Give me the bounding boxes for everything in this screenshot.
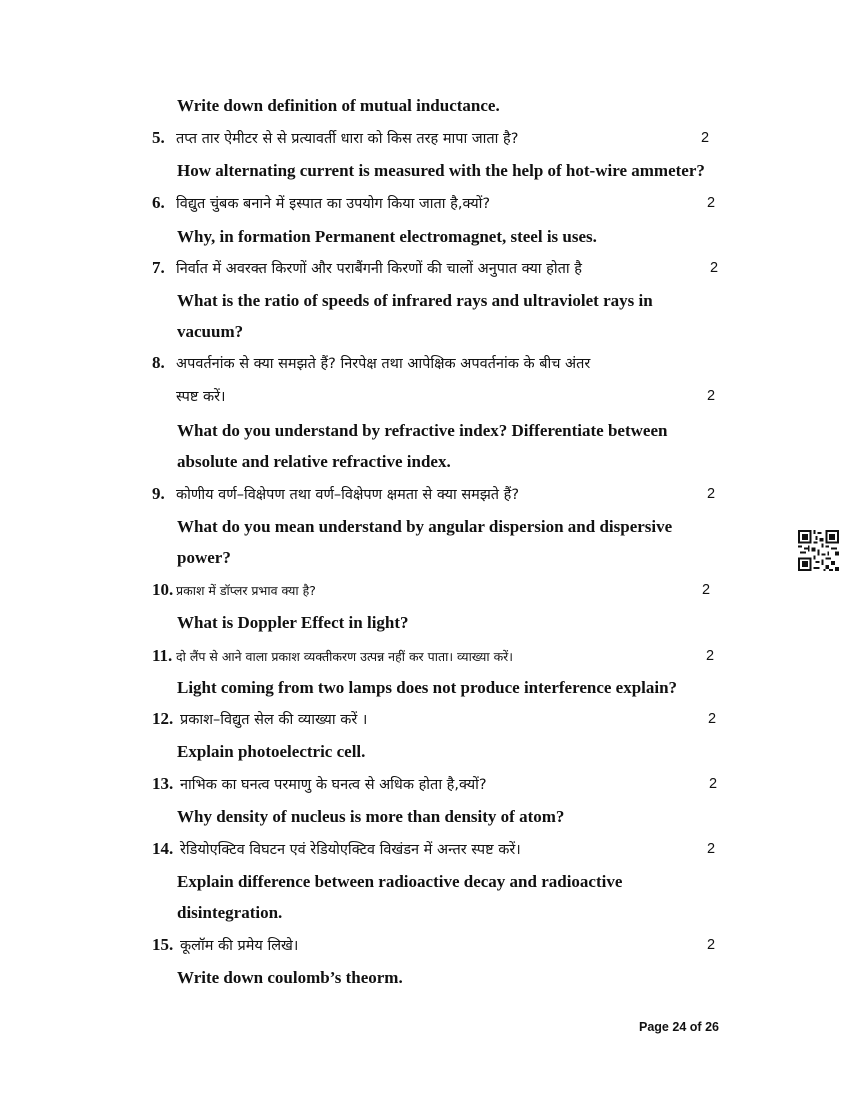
question-english-text: What do you understand by refractive index? Differentiate between [177, 421, 668, 440]
question-marks: 2 [707, 195, 716, 211]
question-english-text: Write down coulomb’s theorm. [177, 968, 403, 987]
question-english-text: Explain difference between radioactive decay and radioactive [177, 872, 623, 891]
question-english-text: What is the ratio of speeds of infrared rays and ultraviolet rays in [177, 291, 653, 310]
question-english-text: How alternating current is measured with the help of hot-wire ammeter? [177, 161, 705, 180]
question-hindi-text: प्रकाश में डॉप्लर प्रभाव क्या है? [176, 583, 316, 598]
question-number: 6. [152, 193, 165, 212]
question-english-text: disintegration. [177, 903, 283, 922]
question-number: 9. [152, 484, 165, 503]
question-english-text: Why density of nucleus is more than density of atom? [177, 807, 565, 826]
question-english-text: Why, in formation Permanent electromagnet, steel is uses. [177, 227, 597, 246]
question-marks: 2 [701, 130, 710, 146]
page-number: 24 [672, 1020, 687, 1034]
question-marks: 2 [709, 776, 718, 792]
question-hindi-text: प्रकाश–विद्युत सेल की व्याख्या करें । [180, 712, 368, 728]
question-number: 12. [152, 709, 174, 728]
question-hindi-text: दो लैंप से आने वाला प्रकाश व्यक्तीकरण उत्पन्न नहीं कर पाता। व्याख्या करें। [176, 649, 514, 664]
question-english-text: vacuum? [177, 322, 244, 341]
question-hindi-text: नाभिक का घनत्व परमाणु के घनत्व से अधिक होता है,क्यों? [180, 777, 487, 793]
page-of-label: of [689, 1020, 702, 1034]
question-marks: 2 [710, 260, 719, 276]
question-english-text: Explain photoelectric cell. [177, 742, 366, 761]
question-marks: 2 [707, 937, 716, 953]
question-hindi-text-continued: स्पष्ट करें। [176, 389, 226, 405]
question-hindi-text: अपवर्तनांक से क्या समझते हैं? निरपेक्ष तथा आपेक्षिक अपवर्तनांक के बीच अंतर [176, 356, 591, 372]
question-english-text: power? [177, 548, 231, 567]
question-english-text: What is Doppler Effect in light? [177, 613, 409, 632]
intro-english-line: Write down definition of mutual inductance. [177, 96, 500, 115]
question-number: 7. [152, 258, 165, 277]
question-english-text: What do you mean understand by angular dispersion and dispersive [177, 517, 673, 536]
question-hindi-text: कूलॉम की प्रमेय लिखे। [180, 938, 299, 954]
page-prefix: Page [639, 1020, 669, 1034]
question-number: 14. [152, 839, 174, 858]
question-number: 15. [152, 935, 174, 954]
question-number: 10. [152, 580, 174, 599]
question-marks: 2 [707, 388, 716, 404]
question-hindi-text: रेडियोएक्टिव विघटन एवं रेडियोएक्टिव विखंडन में अन्तर स्पष्ट करें। [180, 842, 521, 858]
page-footer [639, 1020, 719, 1034]
question-marks: 2 [707, 486, 716, 502]
question-marks: 2 [707, 841, 716, 857]
question-hindi-text: निर्वात में अवरक्त किरणों और पराबैंगनी किरणों की चालों अनुपात क्या होता है [176, 261, 582, 277]
question-marks: 2 [706, 648, 715, 664]
question-marks: 2 [702, 582, 711, 598]
question-number: 5. [152, 128, 165, 147]
total-pages: 26 [705, 1020, 719, 1034]
question-hindi-text: तप्त तार ऐमीटर से से प्रत्यावर्ती धारा को किस तरह मापा जाता है? [176, 131, 519, 147]
question-marks: 2 [708, 711, 717, 727]
question-english-text: absolute and relative refractive index. [177, 452, 451, 471]
question-number: 8. [152, 353, 165, 372]
question-hindi-text: कोणीय वर्ण–विक्षेपण तथा वर्ण–विक्षेपण क्षमता से क्या समझते हैं? [176, 487, 520, 503]
question-english-text: Light coming from two lamps does not produce interference explain? [177, 678, 678, 697]
question-hindi-text: विद्युत चुंबक बनाने में इस्पात का उपयोग किया जाता है,क्यों? [176, 196, 491, 212]
question-number: 11. [152, 646, 173, 665]
question-number: 13. [152, 774, 174, 793]
qr-code-icon [798, 530, 839, 571]
